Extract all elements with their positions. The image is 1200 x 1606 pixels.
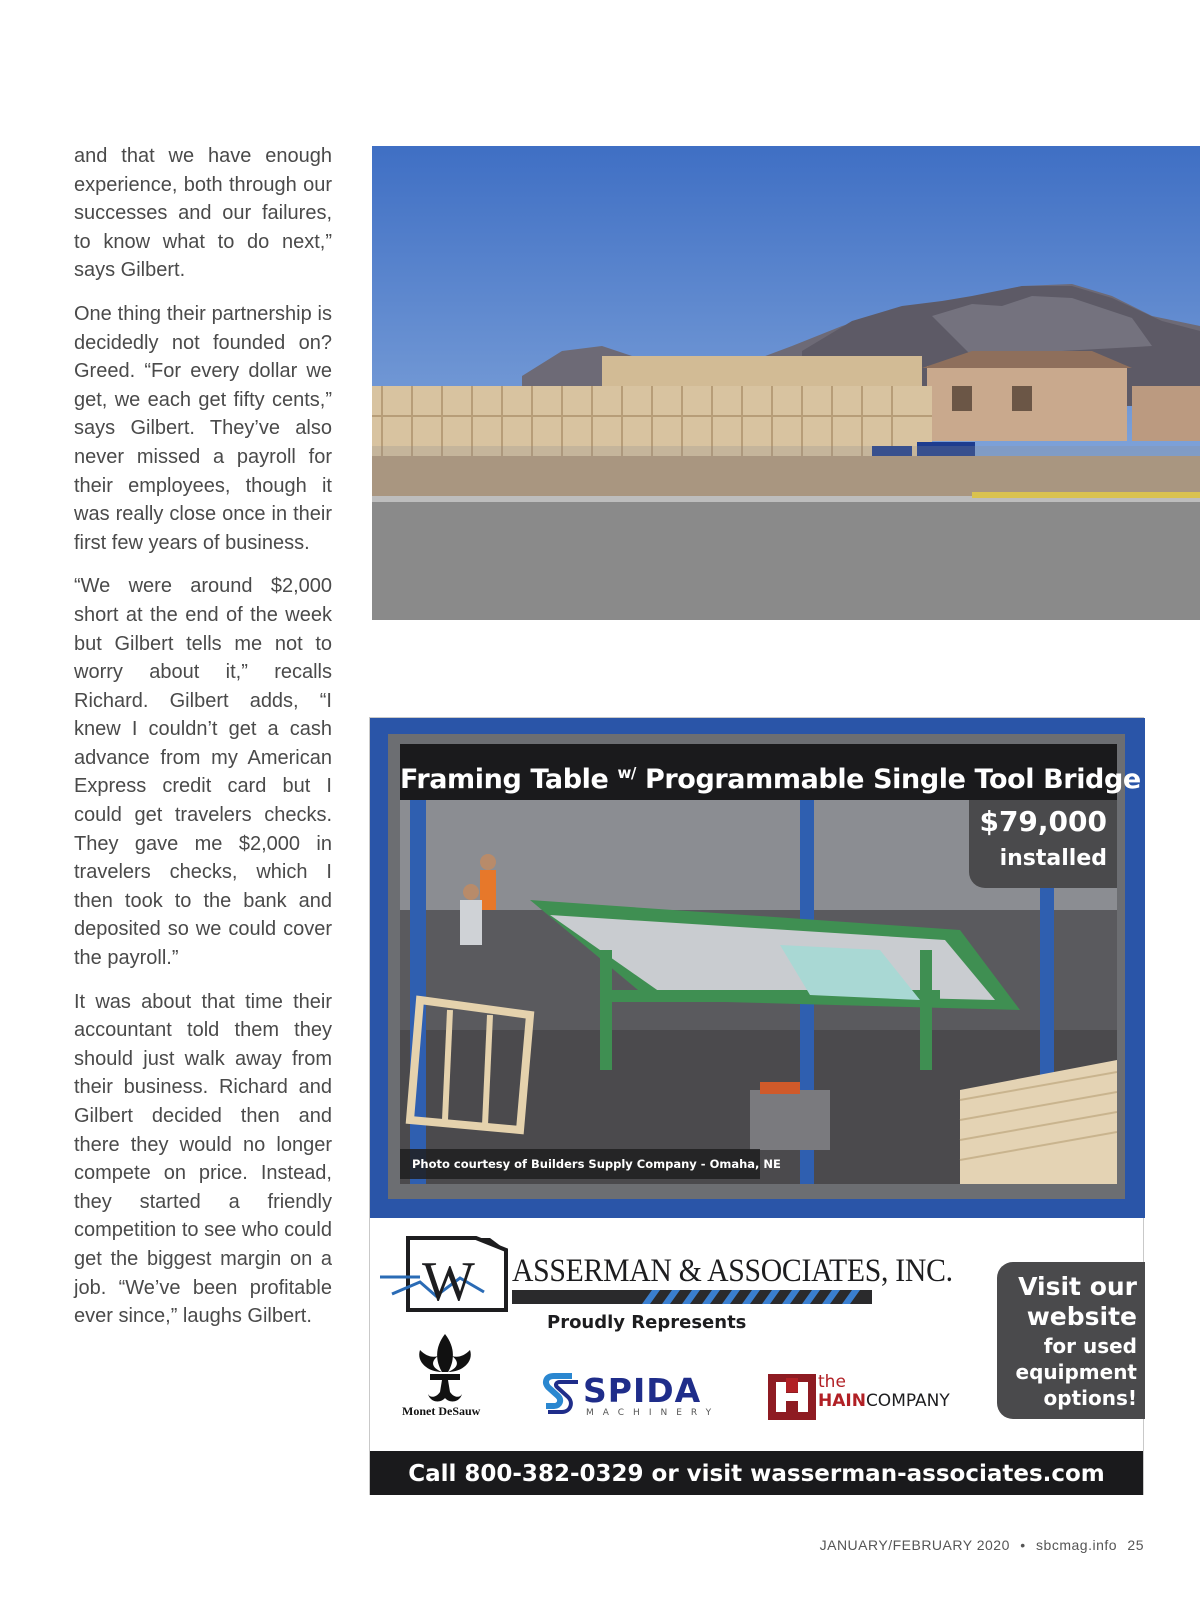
ad-title-post: Programmable Single Tool Bridge [645,764,1141,795]
site-url: sbcmag.info [1036,1537,1118,1553]
hain-name: HAIN [818,1391,866,1411]
spida-logo-icon [542,1372,582,1414]
photo-credit-bar [400,1149,781,1179]
footer-bullet: • [1020,1537,1026,1553]
company-name: ASSERMAN & ASSOCIATES, INC. [512,1253,953,1289]
visit-line: Visit our [1018,1272,1137,1301]
ad-title-pre: Framing Table [400,764,609,795]
hain-logo-icon [768,1374,816,1420]
price: $79,000 [979,805,1107,838]
issue-date: JANUARY/FEBRUARY 2020 [819,1537,1010,1553]
spida-subtitle: MACHINERY [586,1408,721,1418]
visit-line: options! [1043,1386,1137,1410]
visit-line: for used [1043,1334,1137,1358]
visit-line: website [1026,1302,1137,1331]
call-to-action: Call 800-382-0329 or visit wasserman-associates.com [408,1461,1105,1487]
hain-company-wordmark [818,1391,950,1411]
visit-line: equipment [1015,1360,1137,1384]
ad-title [400,744,1141,800]
price-note: installed [999,846,1107,871]
fleur-de-lis-icon [410,1332,480,1404]
call-bar [370,1451,1143,1495]
photo-credit: Photo courtesy of Builders Supply Company - Omaha, NE [412,1157,781,1171]
article-paragraph: One thing their partnership is decidedly not founded on? Greed. “For every dollar we get, we each get fifty cents,” says Gilbert. They’ve also never missed a payroll for their employees, though it was really close once in their first few years of business. [74,302,332,554]
article-paragraph: and that we have enough experience, both through our successes and our failures, to know what to do next,” says Gilbert. [74,145,332,282]
price-box [969,800,1117,888]
hain-suffix: COMPANY [865,1391,950,1411]
hain-the: the [818,1372,846,1392]
article-paragraph: It was about that time their accountant told them they should just walk away from their business. Richard and Gilbert decided then and there they would no longer compete on price. Instead, they started a friendly competition to see who could get the biggest margin on a job. “We’ve been profitable ever since,” laughs Gilbert. [74,990,332,1328]
wasserman-logo [380,1232,515,1314]
proudly-represents: Proudly Represents [547,1312,747,1333]
ad-title-sup: w/ [617,764,636,782]
page-footer [814,1537,1144,1553]
ad-title-bar [400,744,1141,800]
visit-website-box [997,1262,1145,1419]
spida-wordmark: SPIDA [583,1371,702,1410]
logo-letter: W [422,1251,475,1313]
wasserman-advertisement [369,717,1144,1495]
article-paragraph: “We were around $2,000 short at the end of the week but Gilbert tells me not to worry about it,” recalls Richard. Gilbert adds, “I knew I couldn’t get a cash advance from my American Express credit card but I could get travelers checks. They gave me $2,000 in travelers checks, which I then took to the bank and deposited so we could cover the payroll.” [74,575,332,970]
logo-stripe [512,1290,872,1304]
monet-desauw-label: Monet DeSauw [402,1404,481,1418]
article-column [74,142,332,1346]
page-number: 25 [1127,1537,1144,1553]
construction-site-photo [372,146,1200,620]
